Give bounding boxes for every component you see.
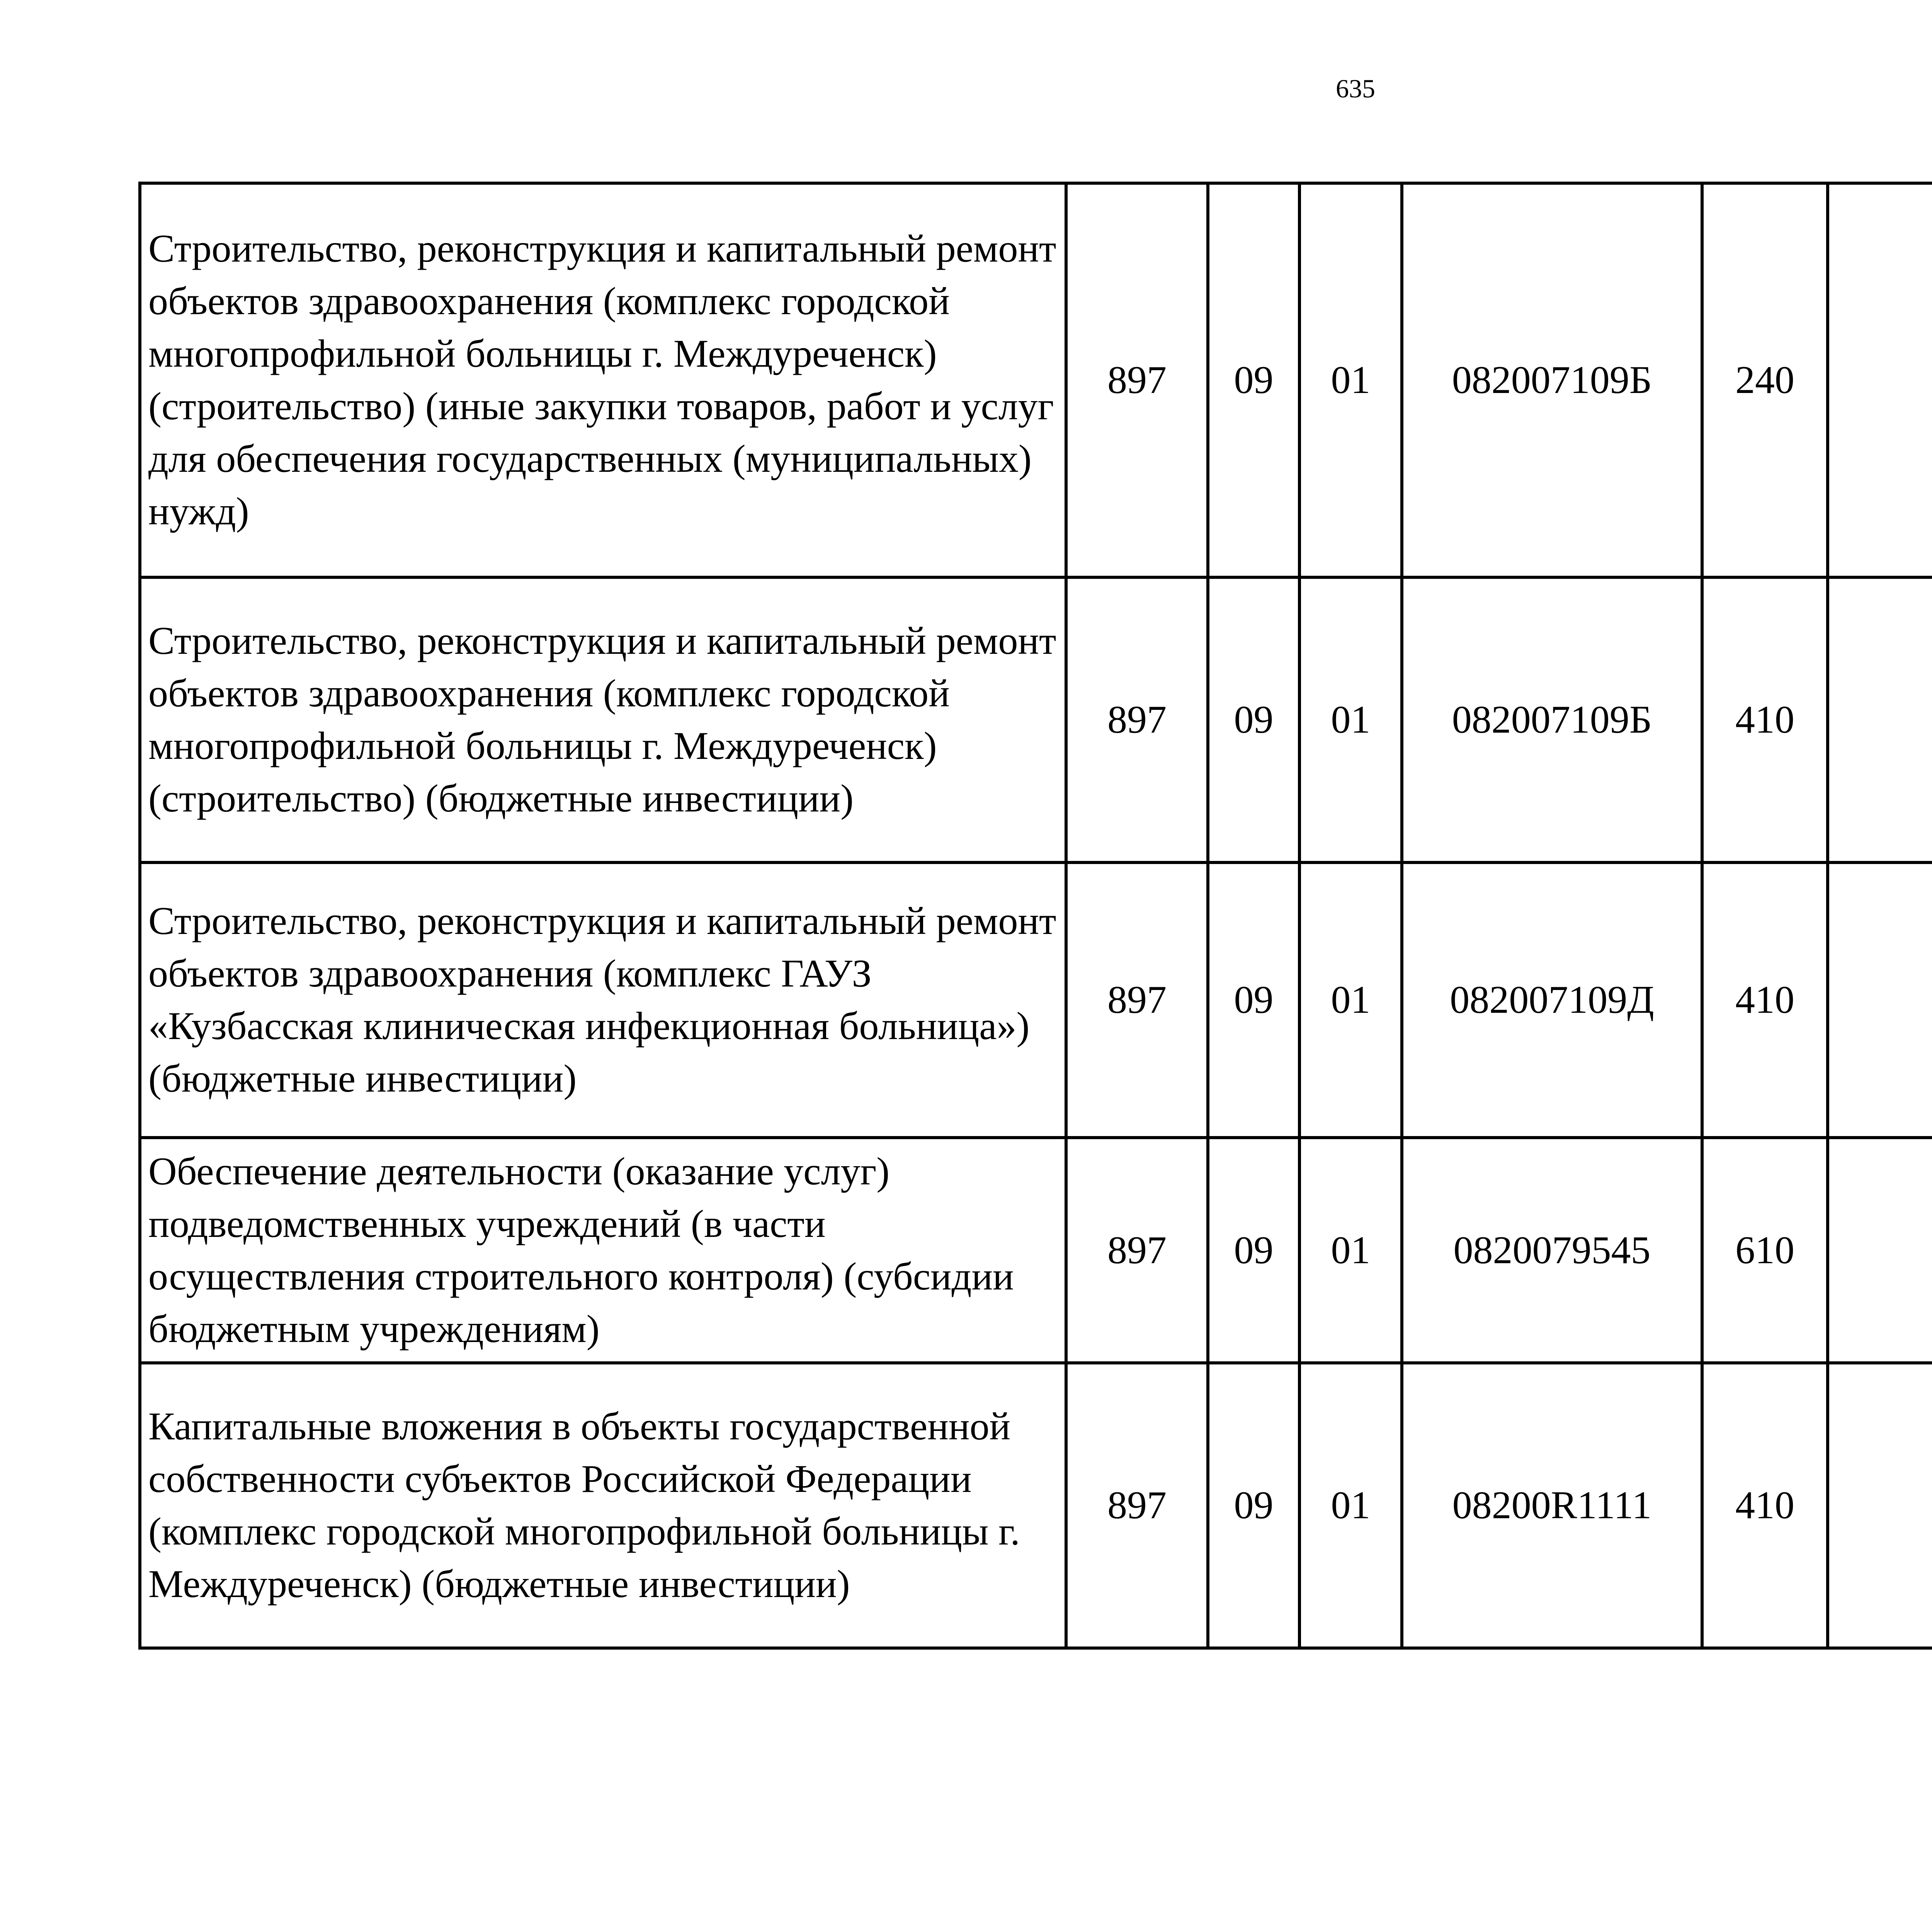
expense-type-code: 410 (1702, 577, 1828, 862)
table-row (140, 1138, 1932, 1363)
ministry-code: 897 (1066, 577, 1208, 862)
ministry-code: 897 (1066, 1363, 1208, 1648)
table-row (140, 183, 1932, 577)
row-description: Обеспечение деятельности (оказание услуг) подведомственных учреждений (в части осуществления строительного контроля) (субсидии бюджетным учреждениям) (140, 1138, 1066, 1363)
expense-type-code: 410 (1702, 862, 1828, 1138)
row-description: Строительство, реконструкция и капитальный ремонт объектов здравоохранения (комплекс ГАУЗ «Кузбасская клиническая инфекционная больница») (бюджетные инвестиции) (140, 862, 1066, 1138)
section-code: 09 (1208, 577, 1299, 862)
amount-1 (1828, 577, 1932, 862)
subsection-code: 01 (1299, 1138, 1402, 1363)
ministry-code: 897 (1066, 862, 1208, 1138)
table-row (140, 577, 1932, 862)
table-row (140, 862, 1932, 1138)
row-description: Строительство, реконструкция и капитальный ремонт объектов здравоохранения (комплекс городской многопрофильной больницы г. Междуреченск) (строительство) (бюджетные инвестиции) (140, 577, 1066, 862)
amount-1 (1828, 1363, 1932, 1648)
amount-1 (1828, 862, 1932, 1138)
section-code: 09 (1208, 1363, 1299, 1648)
expense-type-code: 240 (1702, 183, 1828, 577)
subsection-code: 01 (1299, 183, 1402, 577)
section-code: 09 (1208, 1138, 1299, 1363)
target-article-code: 082007109Б (1402, 577, 1702, 862)
section-code: 09 (1208, 862, 1299, 1138)
subsection-code: 01 (1299, 1363, 1402, 1648)
page-number: 635 (1336, 74, 1375, 103)
expense-type-code: 610 (1702, 1138, 1828, 1363)
amount-1 (1828, 183, 1932, 577)
target-article-code: 082007109Д (1402, 862, 1702, 1138)
ministry-code: 897 (1066, 1138, 1208, 1363)
subsection-code: 01 (1299, 577, 1402, 862)
amount-1 (1828, 1138, 1932, 1363)
ministry-code: 897 (1066, 183, 1208, 577)
row-description: Капитальные вложения в объекты государственной собственности субъектов Российской Федерации (комплекс городской многопрофильной больницы г. Междуреченск) (бюджетные инвестиции) (140, 1363, 1066, 1648)
subsection-code: 01 (1299, 862, 1402, 1138)
table-row (140, 1363, 1932, 1648)
section-code: 09 (1208, 183, 1299, 577)
target-article-code: 0820079545 (1402, 1138, 1702, 1363)
row-description: Строительство, реконструкция и капитальный ремонт объектов здравоохранения (комплекс городской многопрофильной больницы г. Междуреченск) (строительство) (иные закупки товаров, работ и услуг для обеспечения государственных (муниципальных) нужд) (140, 183, 1066, 577)
target-article-code: 082007109Б (1402, 183, 1702, 577)
target-article-code: 08200R1111 (1402, 1363, 1702, 1648)
budget-table (138, 182, 1932, 1650)
expense-type-code: 410 (1702, 1363, 1828, 1648)
